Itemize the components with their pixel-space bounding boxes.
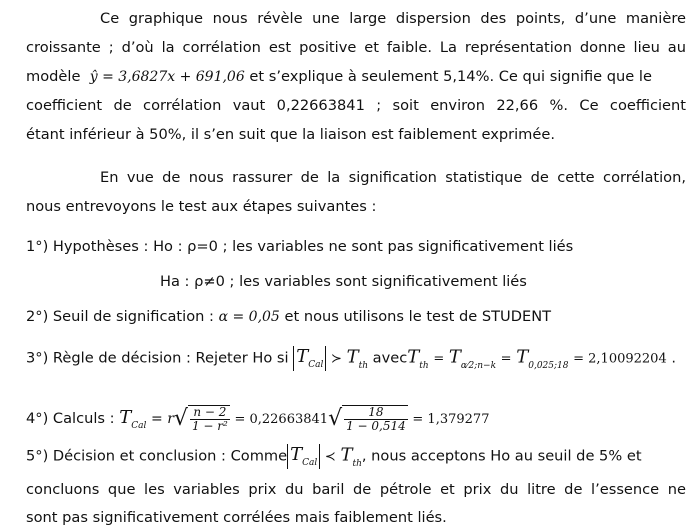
model-suffix: et s’explique à seulement 5,14%. Ce qui signifie que le <box>249 68 652 85</box>
model-equation: ŷ = 3,6827x + 691,06 <box>89 69 245 85</box>
fraction-2: $\frac{18}{1 - 0,514}$ <box>342 405 408 433</box>
model-label: modèle <box>26 68 81 85</box>
step1-label: 1°) Hypothèses : <box>26 238 149 255</box>
step4-calculations: 4°) Calculs : $T_{Cal} = r√$ $\frac{n - 2}{\text{1 − r²}}$ = 0,22663841√ $\frac{18}{1 - 0,514}$ = 1,379277 <box>26 405 490 433</box>
sqrt-sign-1: √ <box>173 406 188 431</box>
step4-label: 4°) Calculs : <box>26 410 115 427</box>
step2-label: 2°) Seuil de signification : <box>26 308 214 325</box>
step5-line2: concluons que les variables prix du baril de pétrole et prix du litre de l’essence ne <box>26 481 686 498</box>
critical-sub: 0,025;18 <box>528 360 569 371</box>
step2-significance <box>26 308 551 326</box>
avec-label: avec <box>372 349 408 367</box>
step3-label: 3°) Règle de décision : Rejeter Ho si <box>26 349 289 367</box>
null-hypothesis: Ho : ρ=0 ; les variables ne sont pas significativement liés <box>153 238 574 255</box>
step5-suffix: , nous acceptons Ho au seuil de 5% et <box>361 447 642 465</box>
step5-label: 5°) Décision et conclusion : Comme <box>26 447 288 465</box>
paragraph1-line1: Ce graphique nous révèle une large dispersion des points, d’une manière <box>100 10 686 27</box>
lt-sign: ≺ <box>324 449 336 465</box>
paragraph1-line5: étant inférieur à 50%, il s’en suit que la liaison est faiblement exprimée. <box>26 126 555 143</box>
step1-hypotheses <box>26 238 573 256</box>
paragraph2-line1: En vue de nous rassurer de la signification statistique de cette corrélation, <box>100 169 686 186</box>
fraction-1: $\frac{n - 2}{\text{1 − r²}}$ <box>188 405 230 433</box>
t-cal-abs: $T_{Cal}$ <box>293 346 326 371</box>
alpha-half-sub: α⁄2;n−k <box>460 360 497 371</box>
paragraph1-line3 <box>26 68 652 86</box>
gt-sign: ≻ <box>331 351 342 367</box>
paragraph1-line2: croissante ; d’où la corrélation est positive et faible. La représentation donne lieu au <box>26 39 686 56</box>
t-cal-abs-2: $T_{Cal}$ <box>287 444 320 469</box>
paragraph1-line4: coefficient de corrélation vaut 0,22663841 ; soit environ 22,66 %. Ce coefficient <box>26 97 686 114</box>
step3-decision-rule: 3°) Règle de décision : Rejeter Ho si $T_{Cal}$ ≻ $T_{th}$ avecT$_{th}$ = $T_{\alpha⁄2;n-k} = T_{0,025;18} = 2,10092204$ . <box>26 346 677 371</box>
paragraph2-line2: nous entrevoyons le test aux étapes suivantes : <box>26 198 377 215</box>
sqrt-sign-2: √ <box>328 406 343 431</box>
critical-value: = 2,10092204 <box>573 351 667 367</box>
t-cal-result: = 1,379277 <box>412 412 490 427</box>
step5-conclusion: 5°) Décision et conclusion : Comme $T_{Cal}$ ≺ $T_{th}$, nous acceptons Ho au seuil de 5% et <box>26 444 642 469</box>
r-value: = 0,22663841 <box>234 412 329 427</box>
step5-line3: sont pas significativement corrélées mais faiblement liés. <box>26 509 447 526</box>
step2-suffix: et nous utilisons le test de STUDENT <box>284 308 552 325</box>
alternative-hypothesis: Ha : ρ≠0 ; les variables sont significativement liés <box>160 273 527 290</box>
alpha-value: α = 0,05 <box>218 309 280 325</box>
t-th-symbol: T <box>346 346 359 368</box>
